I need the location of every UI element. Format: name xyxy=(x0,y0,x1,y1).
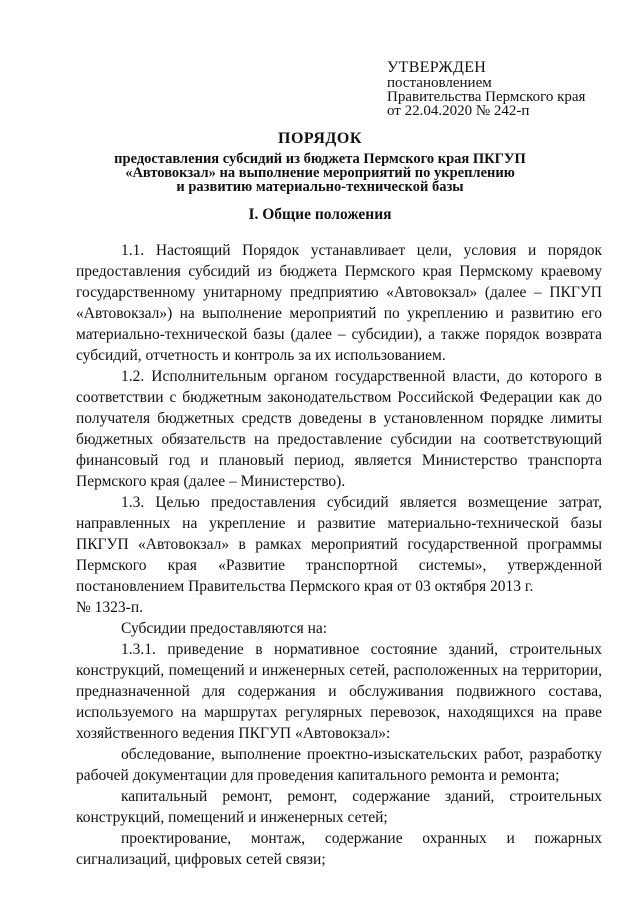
section-heading: I. Общие положения xyxy=(248,206,392,223)
subtitle-line: предоставления субсидий из бюджета Пермского края ПКГУП xyxy=(114,151,526,167)
list-item: капитальный ремонт, ремонт, содержание зданий, строительных конструкций, помещений и инженерных сетей; xyxy=(76,788,602,826)
paragraph-1-2: 1.2. Исполнительным органом государственной власти, до которого в соответствии с бюджетным законодательством Российской Федерации как до получателя бюджетных средств доведены в установленном порядке лимиты бюджетных обязательств на предоставление субсидии на соответствующий финансовый год и плановый период, является Министерство транспорта Пермского края (далее – Министерство). xyxy=(76,368,602,490)
paragraph-subsidies-intro: Субсидии предоставляются на: xyxy=(121,620,328,637)
document-body xyxy=(76,240,602,870)
paragraph-1-3-1: 1.3.1. приведение в нормативное состояние зданий, строительных конструкций, помещений и инженерных сетей, расположенных на территории, предназначенной для содержания и обслуживания подвижного состава, используемого на маршрутах регулярных перевозок, находящихся на праве хозяйственного ведения ПКГУП «Автовокзал»: xyxy=(76,641,602,742)
approval-date-number: от 22.04.2020 № 242-п xyxy=(387,103,530,119)
subtitle-line: «Автовокзал» на выполнение мероприятий по укреплению xyxy=(125,165,515,181)
list-item: обследование, выполнение проектно-изыскательских работ, разработку рабочей документации для проведения капитального ремонта и ремонта; xyxy=(76,746,602,784)
document-title: ПОРЯДОК xyxy=(278,130,362,147)
approval-line: Правительства Пермского края xyxy=(387,89,586,105)
paragraph-1-3: 1.3. Целью предоставления субсидий является возмещение затрат, направленных на укрепление и развитие материально-технической базы ПКГУП «Автовокзал» в рамках мероприятий государственной программы Пермского края «Развитие транспортной системы», утвержденной постановлением Правительства Пермского края от 03 октября 2013 г. xyxy=(76,494,602,595)
approval-heading: УТВЕРЖДЕН xyxy=(387,59,487,76)
approval-stamp xyxy=(387,60,585,118)
paragraph-1-1: 1.1. Настоящий Порядок устанавливает цели, условия и порядок предоставления субсидий из бюджета Пермского края Пермскому краевому государственному унитарному предприятию «Автовокзал» (далее – ПКГУП «Автовокзал») на выполнение мероприятий по укреплению и развитию его материально-технической базы (далее – субсидии), а также порядок возврата субсидий, отчетность и контроль за их использованием. xyxy=(76,242,602,364)
document-subtitle xyxy=(100,152,540,194)
subtitle-line: и развитию материально-технической базы xyxy=(176,179,464,195)
approval-line: постановлением xyxy=(387,75,492,91)
list-item: проектирование, монтаж, содержание охранных и пожарных сигнализаций, цифровых сетей связи; xyxy=(76,830,602,868)
paragraph-1-3-tail: № 1323-п. xyxy=(76,599,143,616)
